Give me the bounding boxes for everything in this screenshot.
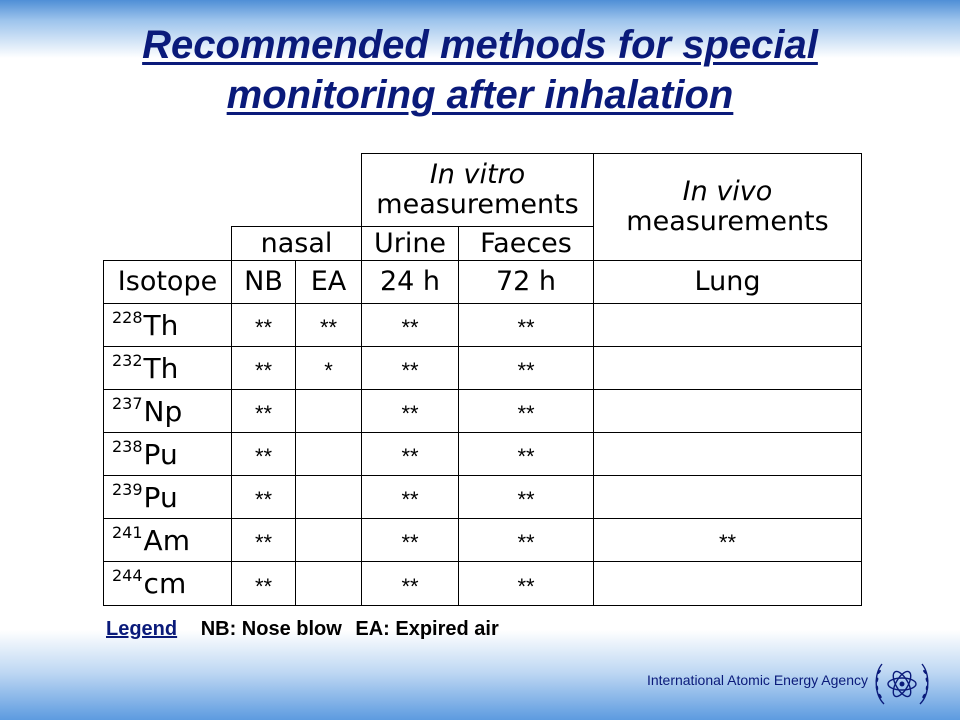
faeces-label: Faeces <box>480 227 572 259</box>
ea-value: ** <box>319 315 338 340</box>
col-header-nb-label: NB <box>244 266 283 297</box>
col-header-nb <box>231 260 296 304</box>
faeces-72h-value: ** <box>517 573 535 599</box>
ea-cell <box>295 432 362 476</box>
faeces-72h-value: ** <box>517 530 535 555</box>
nasal-header <box>231 226 362 261</box>
lung-cell <box>593 518 862 562</box>
isotope-mass: 241 <box>112 522 143 542</box>
footer-org-name: International Atomic Energy Agency <box>646 672 868 688</box>
lung-value: ** <box>718 530 737 555</box>
col-header-ea-label: EA <box>310 266 347 297</box>
col-header-lung <box>593 260 862 304</box>
urine-header <box>361 226 459 261</box>
nb-value: ** <box>254 573 273 599</box>
col-header-72h-label: 72 h <box>495 266 557 297</box>
lung-cell <box>593 389 862 433</box>
isotope-cell <box>103 389 232 433</box>
isotope-symbol: Am <box>143 523 190 557</box>
urine-24h-value: ** <box>401 487 419 512</box>
isotope-cell <box>103 561 232 606</box>
nb-cell <box>231 432 296 476</box>
col-header-lung-label: Lung <box>694 266 761 297</box>
in-vivo-line2: measurements <box>626 206 829 237</box>
isotope-cell <box>103 346 232 390</box>
lung-cell <box>593 432 862 476</box>
isotope-mass: 232 <box>112 350 143 370</box>
isotope-symbol: Np <box>143 394 183 428</box>
faeces-72h-value: ** <box>517 444 535 469</box>
legend-ea: EA: Expired air <box>355 618 499 640</box>
faeces-72h-value: ** <box>517 401 535 426</box>
faeces-72h-cell <box>458 389 594 433</box>
faeces-72h-cell <box>458 561 594 606</box>
faeces-72h-cell <box>458 475 594 519</box>
urine-24h-cell <box>361 346 459 390</box>
ea-cell <box>295 475 362 519</box>
urine-24h-cell <box>361 389 459 433</box>
isotope-mass: 228 <box>112 307 143 327</box>
nb-cell <box>231 346 296 390</box>
urine-label: Urine <box>373 227 447 259</box>
in-vitro-line1: In vitro <box>429 159 526 190</box>
nb-cell <box>231 518 296 562</box>
isotope-symbol: cm <box>143 567 187 600</box>
nb-cell <box>231 303 296 347</box>
urine-24h-value: ** <box>401 530 419 555</box>
legend-label: Legend <box>106 618 178 640</box>
urine-24h-cell <box>361 475 459 519</box>
ea-value: * <box>324 358 333 383</box>
col-header-72h <box>458 260 594 304</box>
isotope-cell <box>103 475 232 519</box>
title-line-1: Recommended methods for special <box>142 23 818 67</box>
isotope-symbol: Pu <box>143 480 178 514</box>
lung-cell <box>593 303 862 347</box>
faeces-72h-cell <box>458 303 594 347</box>
nb-value: ** <box>254 487 273 512</box>
lung-cell <box>593 346 862 390</box>
in-vitro-header <box>361 153 594 227</box>
nb-value: ** <box>254 530 273 555</box>
faeces-72h-cell <box>458 518 594 562</box>
col-header-isotope <box>103 260 232 304</box>
col-header-24h <box>361 260 459 304</box>
title-line-2: monitoring after inhalation <box>226 73 734 117</box>
col-header-24h-label: 24 h <box>379 266 441 297</box>
ea-cell <box>295 303 362 347</box>
isotope-symbol: Pu <box>143 437 178 471</box>
in-vivo-header <box>593 153 862 261</box>
isotope-symbol: Th <box>143 351 179 385</box>
nb-value: ** <box>254 444 273 469</box>
faeces-72h-cell <box>458 432 594 476</box>
faeces-72h-value: ** <box>517 315 535 340</box>
urine-24h-cell <box>361 432 459 476</box>
isotope-mass: 244 <box>112 566 143 585</box>
legend <box>106 618 499 641</box>
lung-cell <box>593 561 862 606</box>
nb-value: ** <box>254 401 273 426</box>
urine-24h-value: ** <box>401 401 419 426</box>
nasal-label: nasal <box>260 227 333 259</box>
isotope-mass: 238 <box>112 436 143 456</box>
lung-cell <box>593 475 862 519</box>
isotope-symbol: Th <box>143 308 179 342</box>
faeces-72h-value: ** <box>517 358 535 383</box>
isotope-mass: 239 <box>112 479 143 499</box>
urine-24h-value: ** <box>401 358 419 383</box>
nb-value: ** <box>254 315 273 340</box>
ea-cell <box>295 561 362 606</box>
legend-nb: NB: Nose blow <box>200 618 342 640</box>
ea-cell <box>295 389 362 433</box>
iaea-logo-icon <box>872 658 932 710</box>
nb-value: ** <box>254 358 273 383</box>
in-vivo-line1: In vivo <box>682 176 773 207</box>
urine-24h-cell <box>361 518 459 562</box>
urine-24h-value: ** <box>401 573 419 599</box>
col-header-isotope-label: Isotope <box>117 266 218 297</box>
faeces-72h-cell <box>458 346 594 390</box>
faeces-72h-value: ** <box>517 487 535 512</box>
nb-cell <box>231 389 296 433</box>
urine-24h-cell <box>361 303 459 347</box>
ea-cell <box>295 518 362 562</box>
in-vitro-line2: measurements <box>376 189 579 220</box>
nb-cell <box>231 561 296 606</box>
urine-24h-cell <box>361 561 459 606</box>
isotope-cell <box>103 303 232 347</box>
faeces-header <box>458 226 594 261</box>
isotope-cell <box>103 518 232 562</box>
slide-title <box>0 20 960 120</box>
nb-cell <box>231 475 296 519</box>
isotope-cell <box>103 432 232 476</box>
urine-24h-value: ** <box>401 315 419 340</box>
urine-24h-value: ** <box>401 444 419 469</box>
ea-cell <box>295 346 362 390</box>
col-header-ea <box>295 260 362 304</box>
isotope-mass: 237 <box>112 393 143 413</box>
